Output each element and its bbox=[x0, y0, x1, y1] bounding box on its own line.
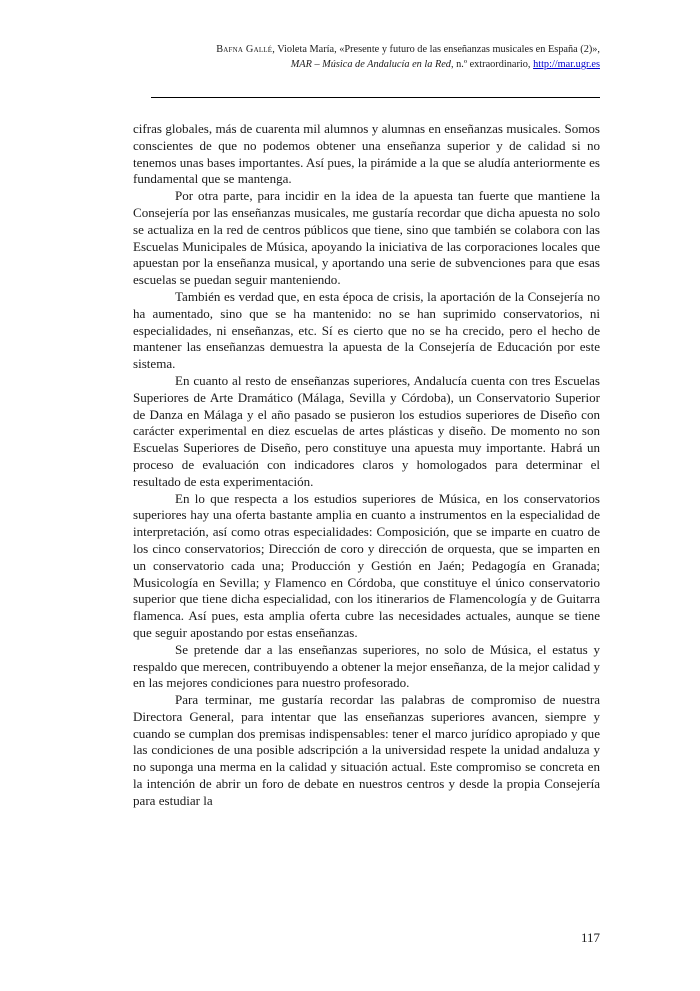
paragraph: También es verdad que, en esta época de crisis, la aportación de la Consejería no ha aumentado, sino que se ha mantenido: no se han suprimido conservatorios, ni especialidades, ni enseñanzas, etc. Sí es cierto que no se ha crecido, pero el hecho de mantener las enseñanzas demuestra la apuesta de la Consejería de Educación por este sistema. bbox=[133, 288, 600, 372]
journal-url-link[interactable]: http://mar.ugr.es bbox=[533, 59, 600, 70]
header-citation-line-1 bbox=[150, 42, 600, 57]
paragraph: cifras globales, más de cuarenta mil alumnos y alumnas en enseñanzas musicales. Somos conscientes de que no podemos obtener una enseñanza superior y de calidad si no tenemos unas bases importantes. Así pues, la pirámide a la que se aludía anteriormente es fundamental que se mantenga. bbox=[133, 121, 600, 187]
issue-label: , n.º extraordinario, bbox=[450, 59, 534, 70]
paragraph: Se pretende dar a las enseñanzas superiores, no solo de Música, el estatus y respaldo que merecen, contribuyendo a obtener la mejor enseñanza, de la mejor calidad y en las mejores condiciones para nuestro profesorado. bbox=[133, 641, 600, 691]
author-surname: Bafna Gallé bbox=[216, 44, 273, 55]
paragraph: Por otra parte, para incidir en la idea de la apuesta tan fuerte que mantiene la Consejería por las enseñanzas musicales, me gustaría recordar que dicha apuesta no solo se actualiza en la red de centros públicos que tiene, sino que también se colabora con las Escuelas Municipales de Música, apoyando la iniciativa de las corporaciones locales que apuestan por la enseñanza musical, y aportando una serie de subvenciones para que esas escuelas se puedan seguir manteniendo. bbox=[133, 188, 600, 288]
journal-title: MAR – Música de Andalucía en la Red bbox=[290, 59, 451, 70]
author-and-title: , Violeta María, «Presente y futuro de las enseñanzas musicales en España (2)», bbox=[272, 44, 600, 55]
paragraph: Para terminar, me gustaría recordar las palabras de compromiso de nuestra Directora General, para intentar que las enseñanzas superiores avancen, siempre y cuando se cumplan dos premisas indispensables: tener el marco jurídico apropiado y que las condiciones de una posible adscripción a la universidad respete la unidad andaluza y no suponga una merma en la calidad y situación actual. Este compromiso se concreta en la intención de abrir un foro de debate en nuestros centros y desde la propia Consejería para estudiar la bbox=[133, 692, 600, 808]
article-body bbox=[133, 121, 600, 810]
page-number: 117 bbox=[580, 930, 600, 945]
running-header bbox=[150, 42, 600, 72]
paragraph: En lo que respecta a los estudios superiores de Música, en los conservatorios superiores hay una oferta bastante amplia en cuanto a instrumentos en la especialidad de interpretación, así como otras especialidades: Composición, que se imparte en cuatro de los cinco conservatorios; Dirección de coro y dirección de orquesta, que se imparten en un conservatorio cada una; Producción y Gestión en Jaén; Pedagogía en Granada; Musicología en Sevilla; y Flamenco en Córdoba, que constituye el único conservatorio superior que tiene dicha especialidad, con los itinerarios de Flamencología y de Guitarra flamenca. Así pues, esta amplia oferta cubre las necesidades actuales, aunque se tiene que seguir apostando por estas enseñanzas. bbox=[133, 490, 600, 640]
paragraph: En cuanto al resto de enseñanzas superiores, Andalucía cuenta con tres Escuelas Superiores de Arte Dramático (Málaga, Sevilla y Córdoba), un Conservatorio Superior de Danza en Málaga y el año pasado se pusieron los estudios superiores de Diseño con carácter experimental en diez escuelas de artes plásticas y diseño. De momento no son Escuelas Superiores de Diseño, pero constituye una apuesta muy importante. Habrá un proceso de evaluación con indicadores claros y homologados para determinar el resultado de esta experimentación. bbox=[133, 372, 600, 489]
header-divider bbox=[151, 97, 600, 98]
header-citation-line-2 bbox=[150, 57, 600, 72]
